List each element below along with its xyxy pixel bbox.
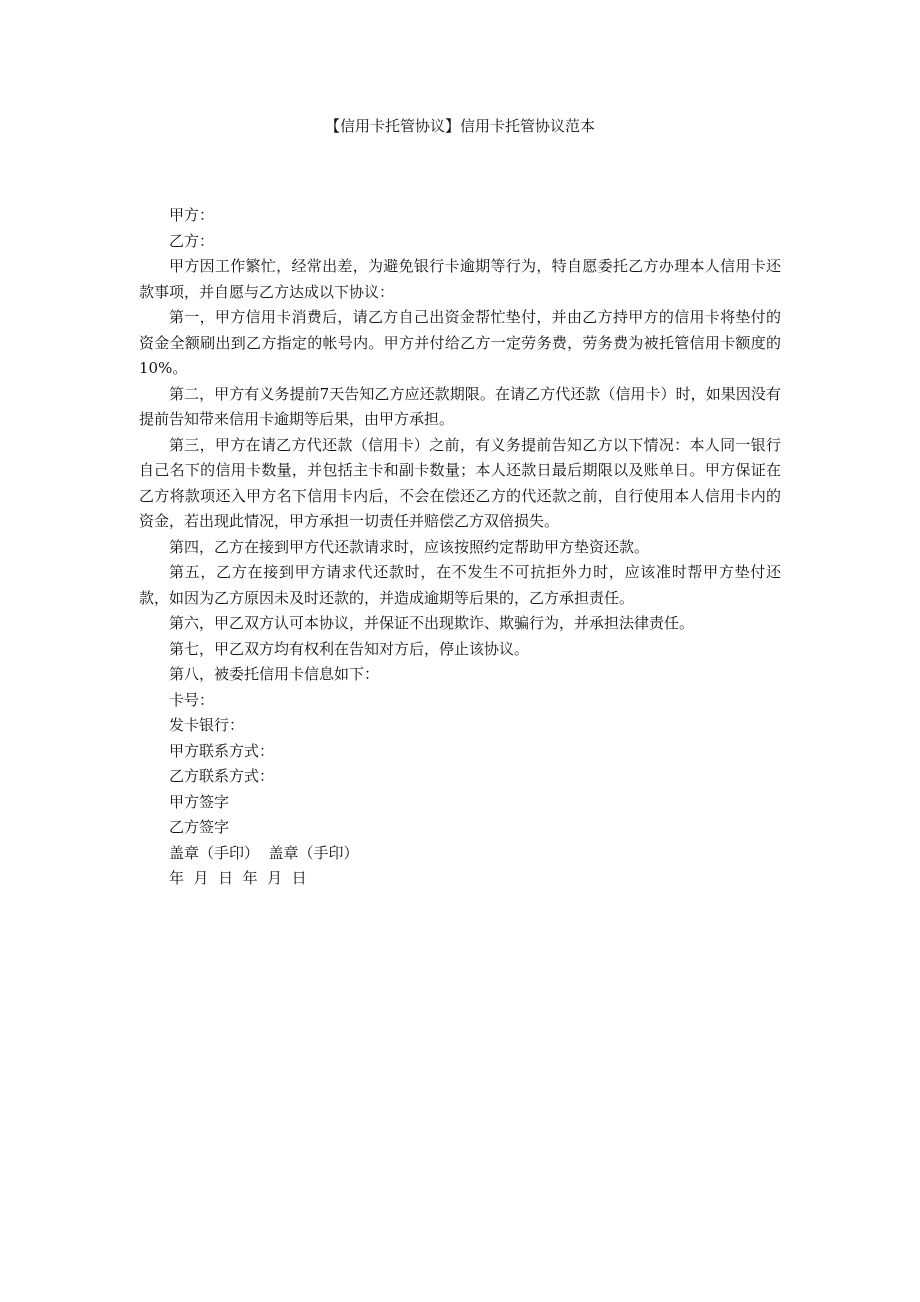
- party-b-signature-line: 乙方签字: [169, 818, 230, 836]
- party-a-contact-line: 甲方联系方式：: [169, 741, 275, 760]
- date-line: 年 月 日 年 月 日: [169, 869, 307, 887]
- clause-6: 第六，甲乙双方认可本协议，并保证不出现欺诈、欺骗行为，并承担法律责任。: [169, 614, 695, 632]
- clause-3: 第三，甲方在请乙方代还款（信用卡）之前，有义务提前告知乙方以下情况：本人同一银行自己名下的信用卡数量，并包括主卡和副卡数量；本人还款日最后期限以及账单日。甲方保证在乙方将款项还入甲方名下信用卡内后，不会在偿还乙方的代还款之前，自行使用本人信用卡内的资金，若出现此情况，甲方承担一切责任并赔偿乙方双倍损失。: [139, 435, 781, 530]
- clause-4: 第四，乙方在接到甲方代还款请求时，应该按照约定帮助甲方垫资还款。: [169, 537, 650, 556]
- party-a-line: 甲方：: [169, 206, 215, 224]
- seal-line: 盖章（手印） 盖章（手印）: [169, 843, 359, 862]
- clause-2: 第二，甲方有义务提前7天告知乙方应还款期限。在请乙方代还款（信用卡）时，如果因没有提前告知带来信用卡逾期等后果，由甲方承担。: [139, 384, 781, 428]
- clause-1: 第一，甲方信用卡消费后，请乙方自己出资金帮忙垫付，并由乙方持甲方的信用卡将垫付的资金全额刷出到乙方指定的帐号内。甲方并付给乙方一定劳务费，劳务费为被托管信用卡额度的10%。: [139, 308, 781, 377]
- clause-7: 第七，甲乙双方均有权利在告知对方后，停止该协议。: [169, 639, 530, 658]
- document-body: [139, 203, 781, 892]
- clause-5: 第五，乙方在接到甲方请求代还款时，在不发生不可抗拒外力时，应该准时帮甲方垫付还款，如因为乙方原因未及时还款的，并造成逾期等后果的，乙方承担责任。: [139, 563, 781, 607]
- card-number-line: 卡号：: [169, 690, 215, 709]
- intro-paragraph: 甲方因工作繁忙，经常出差，为避免银行卡逾期等行为，特自愿委托乙方办理本人信用卡还款事项，并自愿与乙方达成以下协议：: [139, 257, 781, 301]
- document-title: 【信用卡托管协议】信用卡托管协议范本: [324, 117, 595, 135]
- party-a-signature-line: 甲方签字: [169, 792, 230, 811]
- issuing-bank-line: 发卡银行：: [169, 716, 245, 734]
- party-b-line: 乙方：: [169, 231, 215, 250]
- party-b-contact-line: 乙方联系方式：: [169, 767, 275, 785]
- clause-8: 第八，被委托信用卡信息如下：: [169, 665, 380, 683]
